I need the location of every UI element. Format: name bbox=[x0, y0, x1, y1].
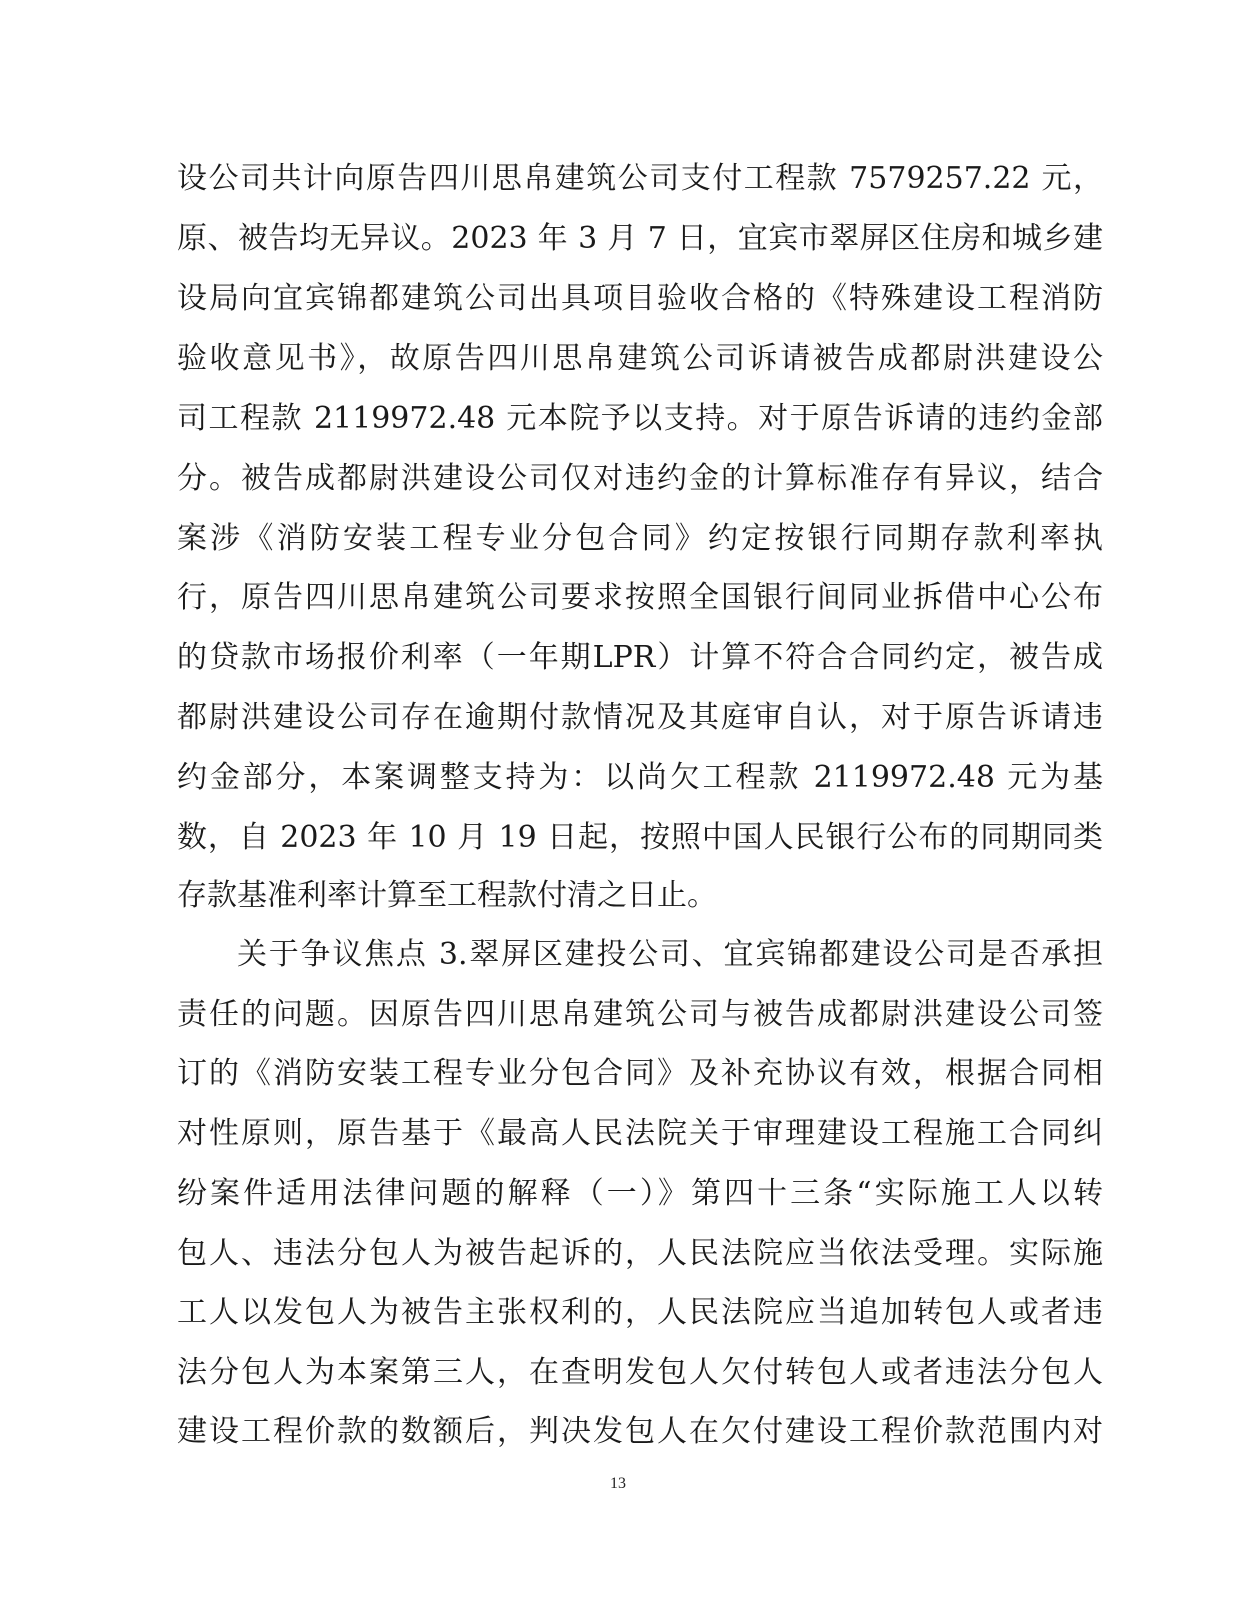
body-text-line: 验收意见书》，故原告四川思帛建筑公司诉请被告成都尉洪建设公 bbox=[177, 341, 1103, 376]
body-text-line: 对性原则，原告基于《最高人民法院关于审理建设工程施工合同纠 bbox=[177, 1116, 1103, 1151]
paragraph-first-line: 关于争议焦点 3.翠屏区建投公司、宜宾锦都建设公司是否承担 bbox=[237, 937, 1103, 972]
body-text-line: 设局向宜宾锦都建筑公司出具项目验收合格的《特殊建设工程消防 bbox=[177, 281, 1103, 316]
body-text-line: 法分包人为本案第三人，在查明发包人欠付转包人或者违法分包人 bbox=[177, 1355, 1103, 1390]
body-text-line: 约金部分，本案调整支持为：以尚欠工程款 2119972.48 元为基 bbox=[177, 760, 1103, 795]
body-text-line: 建设工程价款的数额后，判决发包人在欠付建设工程价款范围内对 bbox=[177, 1414, 1103, 1449]
body-text-line: 案涉《消防安装工程专业分包合同》约定按银行同期存款利率执 bbox=[177, 521, 1103, 556]
body-text-line: 订的《消防安装工程专业分包合同》及补充协议有效，根据合同相 bbox=[177, 1056, 1103, 1091]
body-text-line: 存款基准利率计算至工程款付清之日止。 bbox=[177, 878, 717, 913]
body-text-line: 都尉洪建设公司存在逾期付款情况及其庭审自认，对于原告诉请违 bbox=[177, 700, 1103, 735]
page-number: 13 bbox=[610, 1475, 626, 1492]
body-text-line: 包人、违法分包人为被告起诉的，人民法院应当依法受理。实际施 bbox=[177, 1236, 1103, 1271]
body-text-line: 司工程款 2119972.48 元本院予以支持。对于原告诉请的违约金部 bbox=[177, 401, 1103, 436]
body-text-line: 原、被告均无异议。2023 年 3 月 7 日，宜宾市翠屏区住房和城乡建 bbox=[177, 221, 1103, 256]
body-text-line: 纷案件适用法律问题的解释（一）》第四十三条“实际施工人以转 bbox=[177, 1176, 1103, 1211]
body-text-line: 设公司共计向原告四川思帛建筑公司支付工程款 7579257.22 元， bbox=[177, 161, 1103, 196]
body-text-line: 数，自 2023 年 10 月 19 日起，按照中国人民银行公布的同期同类 bbox=[177, 820, 1103, 855]
body-text-line: 工人以发包人为被告主张权利的，人民法院应当追加转包人或者违 bbox=[177, 1295, 1103, 1330]
body-text-line: 分。被告成都尉洪建设公司仅对违约金的计算标准存有异议，结合 bbox=[177, 461, 1103, 496]
body-text-line: 行，原告四川思帛建筑公司要求按照全国银行间同业拆借中心公布 bbox=[177, 580, 1103, 615]
body-text-line: 的贷款市场报价利率（一年期LPR）计算不符合合同约定，被告成 bbox=[177, 640, 1103, 675]
body-text-line: 责任的问题。因原告四川思帛建筑公司与被告成都尉洪建设公司签 bbox=[177, 997, 1103, 1032]
